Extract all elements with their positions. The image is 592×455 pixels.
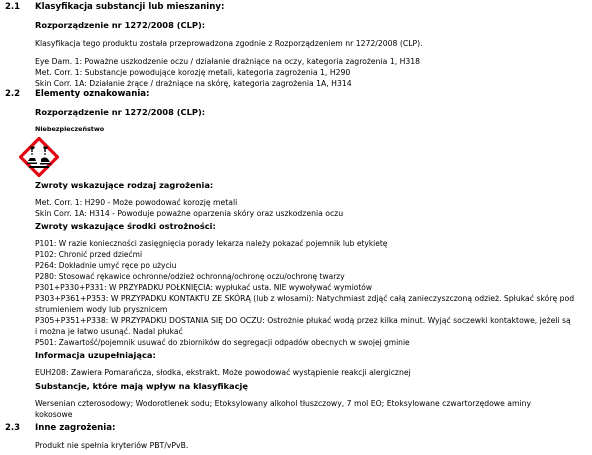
precautionary-statement: P501: Zawartość/pojemnik usuwać do zbiorników do segregacji odpadów obecnych w swojej gminie bbox=[35, 338, 410, 347]
classification-line: Met. Corr. 1: Substancje powodujące korozję metali, kategoria zagrożenia 1, H290 bbox=[35, 68, 351, 77]
precautionary-statement: P264: Dokładnie umyć ręce po użyciu bbox=[35, 261, 177, 270]
supplemental-info-text: EUH208: Zawiera Pomarańcza, słodka, ekstrakt. Może powodować wystąpienie reakcji alergicznej bbox=[35, 368, 411, 377]
section-title-other-hazards: Inne zagrożenia: bbox=[35, 423, 116, 433]
precautionary-statement: P305+P351+P338: W PRZYPADKU DOSTANIA SIĘ DO OCZU: Ostrożnie płukać wodą przez kilka minut. Wyjąć soczewki kontaktowe, jeżeli są i można je łatwo usunąć. Nadal płukać bbox=[35, 316, 571, 336]
regulation-heading: Rozporządzenie nr 1272/2008 (CLP): bbox=[35, 20, 206, 30]
section-number-2-2: 2.2 bbox=[5, 89, 21, 99]
precautionary-statement: P280: Stosować rękawice ochronne/odzież ochronną/ochronę oczu/ochronę twarzy bbox=[35, 272, 345, 281]
section-number-2-1: 2.1 bbox=[5, 2, 21, 12]
regulation-heading: Rozporządzenie nr 1272/2008 (CLP): bbox=[35, 107, 206, 117]
signal-word: Niebezpieczeństwo bbox=[35, 125, 105, 133]
precautionary-statement: P102: Chronić przed dziećmi bbox=[35, 250, 143, 259]
precautionary-statement: P303+P361+P353: W PRZYPADKU KONTAKTU ZE SKÓRĄ (lub z włosami): Natychmiast zdjąć całą zanieczyszczoną odzież. Spłukać skórę pod strumieniem wody lub prysznicem bbox=[35, 294, 575, 314]
hazard-statement: Skin Corr. 1A: H314 - Powoduje poważne oparzenia skóry oraz uszkodzenia oczu bbox=[35, 209, 344, 218]
precautionary-statement: P101: W razie konieczności zasięgnięcia porady lekarza należy pokazać pojemnik lub etykietę bbox=[35, 239, 388, 248]
section-title-classification: Klasyfikacja substancji lub mieszaniny: bbox=[35, 2, 225, 12]
precautionary-statement: P301+P330+P331: W PRZYPADKU POŁKNIĘCIA: wypłukać usta. NIE wywoływać wymiotów bbox=[35, 283, 373, 292]
classification-intro: Klasyfikacja tego produktu została przeprowadzona zgodnie z Rozporządzeniem nr 1272/2008 (CLP). bbox=[35, 39, 423, 48]
section-title-label-elements: Elementy oznakowania: bbox=[35, 89, 150, 99]
hazard-statements-heading: Zwroty wskazujące rodzaj zagrożenia: bbox=[35, 180, 214, 190]
precautionary-statements-heading: Zwroty wskazujące środki ostrożności: bbox=[35, 221, 216, 231]
other-hazards-text: Produkt nie spełnia kryteriów PBT/vPvB. bbox=[35, 441, 189, 450]
classification-substances-text: Wersenian czterosodowy; Wodorotlenek sodu; Etoksylowany alkohol tłuszczowy, 7 mol EO; Etoksylowane czwartorzędowe aminy kokosowe bbox=[35, 399, 532, 419]
hazard-statement: Met. Corr. 1: H290 - Może powodować korozję metali bbox=[35, 198, 238, 207]
classification-line: Eye Dam. 1: Poważne uszkodzenie oczu / działanie drażniące na oczy, kategoria zagrożenia 1, H318 bbox=[35, 57, 421, 66]
section-number-2-3: 2.3 bbox=[5, 423, 21, 433]
classification-substances-heading: Substancje, które mają wpływ na klasyfikację bbox=[35, 381, 249, 391]
ghs05-corrosion-icon bbox=[19, 137, 59, 177]
classification-line: Skin Corr. 1A: Działanie żrące / drażniące na skórę, kategoria zagrożenia 1A, H314 bbox=[35, 79, 352, 88]
supplemental-info-heading: Informacja uzupełniająca: bbox=[35, 350, 156, 360]
